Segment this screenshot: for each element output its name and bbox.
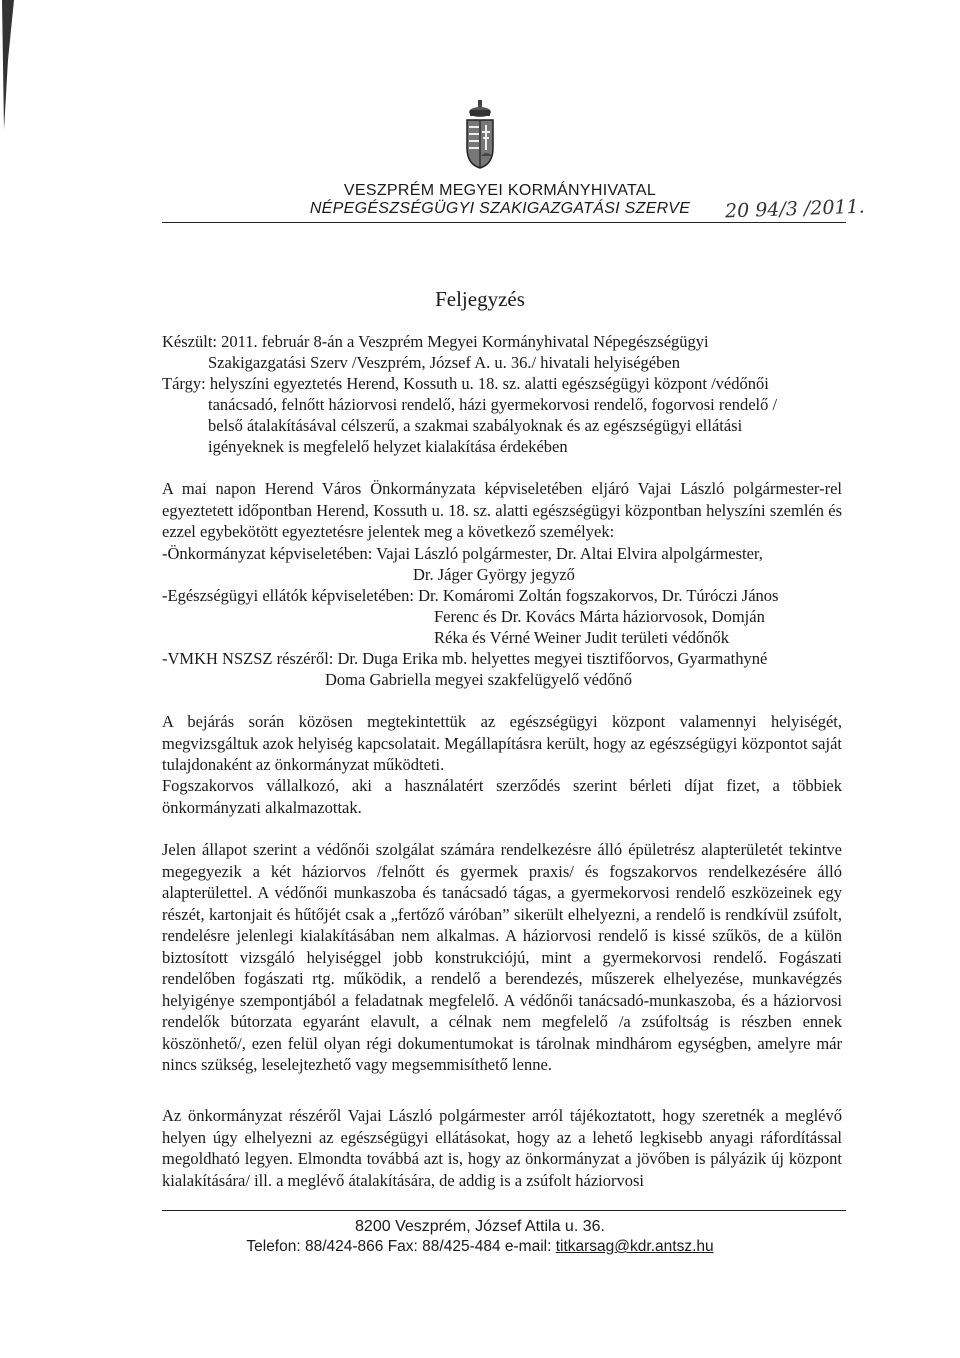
- keszult-line-1: 2011. február 8-án a Veszprém Megyei Kormányhivatal Népegészségügyi: [221, 332, 709, 351]
- targy-line-2: tanácsadó, felnőtt háziorvosi rendelő, házi gyermekorvosi rendelő, fogorvosi rendelő /: [208, 395, 778, 414]
- attendees-egeszsegugy-line-1: -Egészségügyi ellátók képviseletében: Dr. Komáromi Zoltán fogszakorvos, Dr. Túróczi János: [162, 586, 779, 605]
- scan-edge-mark: [0, 0, 20, 1358]
- document-title: Feljegyzés: [435, 287, 525, 311]
- agency-name: VESZPRÉM MEGYEI KORMÁNYHIVATAL: [343, 182, 657, 199]
- attendees-vmkh-line-1: -VMKH NSZSZ részéről: Dr. Duga Erika mb. helyettes megyei tisztifőorvos, Gyarmathyné: [162, 649, 768, 668]
- paragraph-bejaras: A bejárás során közösen megtekintettük az egészségügyi központ valamennyi helyiségét, megvizsgáltuk azok helyiség kapcsolatait. Megállapításra került, hogy az egészségügyi központot saját tulajdonaként az önkormányzat működteti.: [162, 712, 842, 774]
- coat-of-arms-icon: [463, 98, 497, 170]
- footer-contact-text: Telefon: 88/424-866 Fax: 88/425-484 e-mail:: [246, 1238, 556, 1255]
- attendees-vmkh-line-2: Doma Gabriella megyei szakfelügyelő védőnő: [325, 670, 632, 689]
- keszult-block: [162, 331, 862, 373]
- keszult-line-2: Szakigazgatási Szerv /Veszprém, József A. u. 36./ hivatali helyiségében: [208, 353, 680, 372]
- targy-block: [162, 373, 862, 457]
- targy-line-3: belső átalakításával célszerű, a szakmai szabályoknak és az egészségügyi ellátási: [208, 416, 743, 435]
- attendees-onkormanyzat-line-2: Dr. Jáger György jegyző: [413, 565, 575, 584]
- keszult-label: Készült:: [162, 332, 217, 351]
- footer-contact: [0, 1238, 960, 1256]
- handwritten-reference: 20 94/3 /2011.: [724, 195, 866, 223]
- header-divider: [162, 222, 846, 223]
- paragraph-onkormanyzat: Az önkormányzat részéről Vajai László polgármester arról tájékoztatott, hogy szeretnék a meglévő helyen úgy elhelyezni az egészségügyi ellátásokat, hogy az a lehető legkisebb anyagi ráfordítással megoldható legyen. Elmondta továbbá azt is, hogy az önkormányzat a jövőben is pályázik új központ kialakítására/ ill. a meglévő átalakítására, de addig is a zsúfolt háziorvosi: [162, 1106, 842, 1190]
- footer-email-link[interactable]: titkarsag@kdr.antsz.hu: [555, 1238, 714, 1255]
- department-name: NÉPEGÉSZSÉGÜGYI SZAKIGAZGATÁSI SZERVE: [309, 200, 691, 217]
- targy-line-1: helyszíni egyeztetés Herend, Kossuth u. 18. sz. alatti egészségügyi központ /védőnői: [209, 374, 769, 393]
- paragraph-fogszakorvos: Fogszakorvos vállalkozó, aki a használatért szerződés szerint bérleti díjat fizet, a többiek önkormányzati alkalmazottak.: [162, 776, 842, 817]
- footer-divider: [162, 1210, 846, 1211]
- intro-paragraph: A mai napon Herend Város Önkormányzata képviseletében eljáró Vajai László polgármester-rel egyeztetett időpontban Herend, Kossuth u. 18. sz. alatti egészségügyi központban helyszíni szemlén és ezzel egybekötött egyeztetésre jelentek meg a következő személyek:: [162, 479, 842, 541]
- attendees-onkormanyzat-line-1: -Önkormányzat képviseletében: Vajai László polgármester, Dr. Altai Elvira alpolgármester,: [162, 544, 763, 563]
- targy-line-4: igényeknek is megfelelő helyzet kialakítása érdekében: [208, 437, 568, 456]
- footer-address: 8200 Veszprém, József Attila u. 36.: [355, 1218, 605, 1235]
- targy-label: Tárgy:: [162, 374, 206, 393]
- attendees-egeszsegugy-line-3: Réka és Vérné Weiner Judit területi védőnők: [434, 628, 729, 647]
- attendees-egeszsegugy-line-2: Ferenc és Dr. Kovács Márta háziorvosok, Domján: [434, 607, 765, 626]
- paragraph-jelen-allapot: Jelen állapot szerint a védőnői szolgálat számára rendelkezésre álló épületrész alapterületét tekintve megegyezik a két háziorvos /felnőtt és gyermek praxis/ és fogszakorvos rendelkezésére álló alapterülettel. A védőnői munkaszoba és tanácsadó tágas, a gyermekorvosi rendelő eszközeinek egy részét, kartonjait és hűtőjét csak a „fertőző váróban” sikerült elhelyezni, a rendelő is rendkívül zsúfolt, rendelésre jelenlegi kialakításában nem alkalmas. A háziorvosi rendelő is kissé szűkös, de a külön biztosított vizsgáló helyiséggel jobb konstrukciójú, mint a gyermekorvosi rendelő. Fogászati rendelőben fogászati rtg. működik, a rendelő a berendezés, műszerek elhelyezése, munkavégzés helyigénye szempontjából a feladatnak megfelelő. A védőnői tanácsadó-munkaszoba, és a háziorvosi rendelők bútorzata egyaránt elavult, a célnak nem megfelelő /a zsúfoltság is részben ennek köszönhető/, ezen felül olyan régi dokumentumokat is tárolnak mindhárom egységben, amelyre már nincs szükség, leselejtezhető vagy megsemmisíthető lenne.: [162, 840, 842, 1074]
